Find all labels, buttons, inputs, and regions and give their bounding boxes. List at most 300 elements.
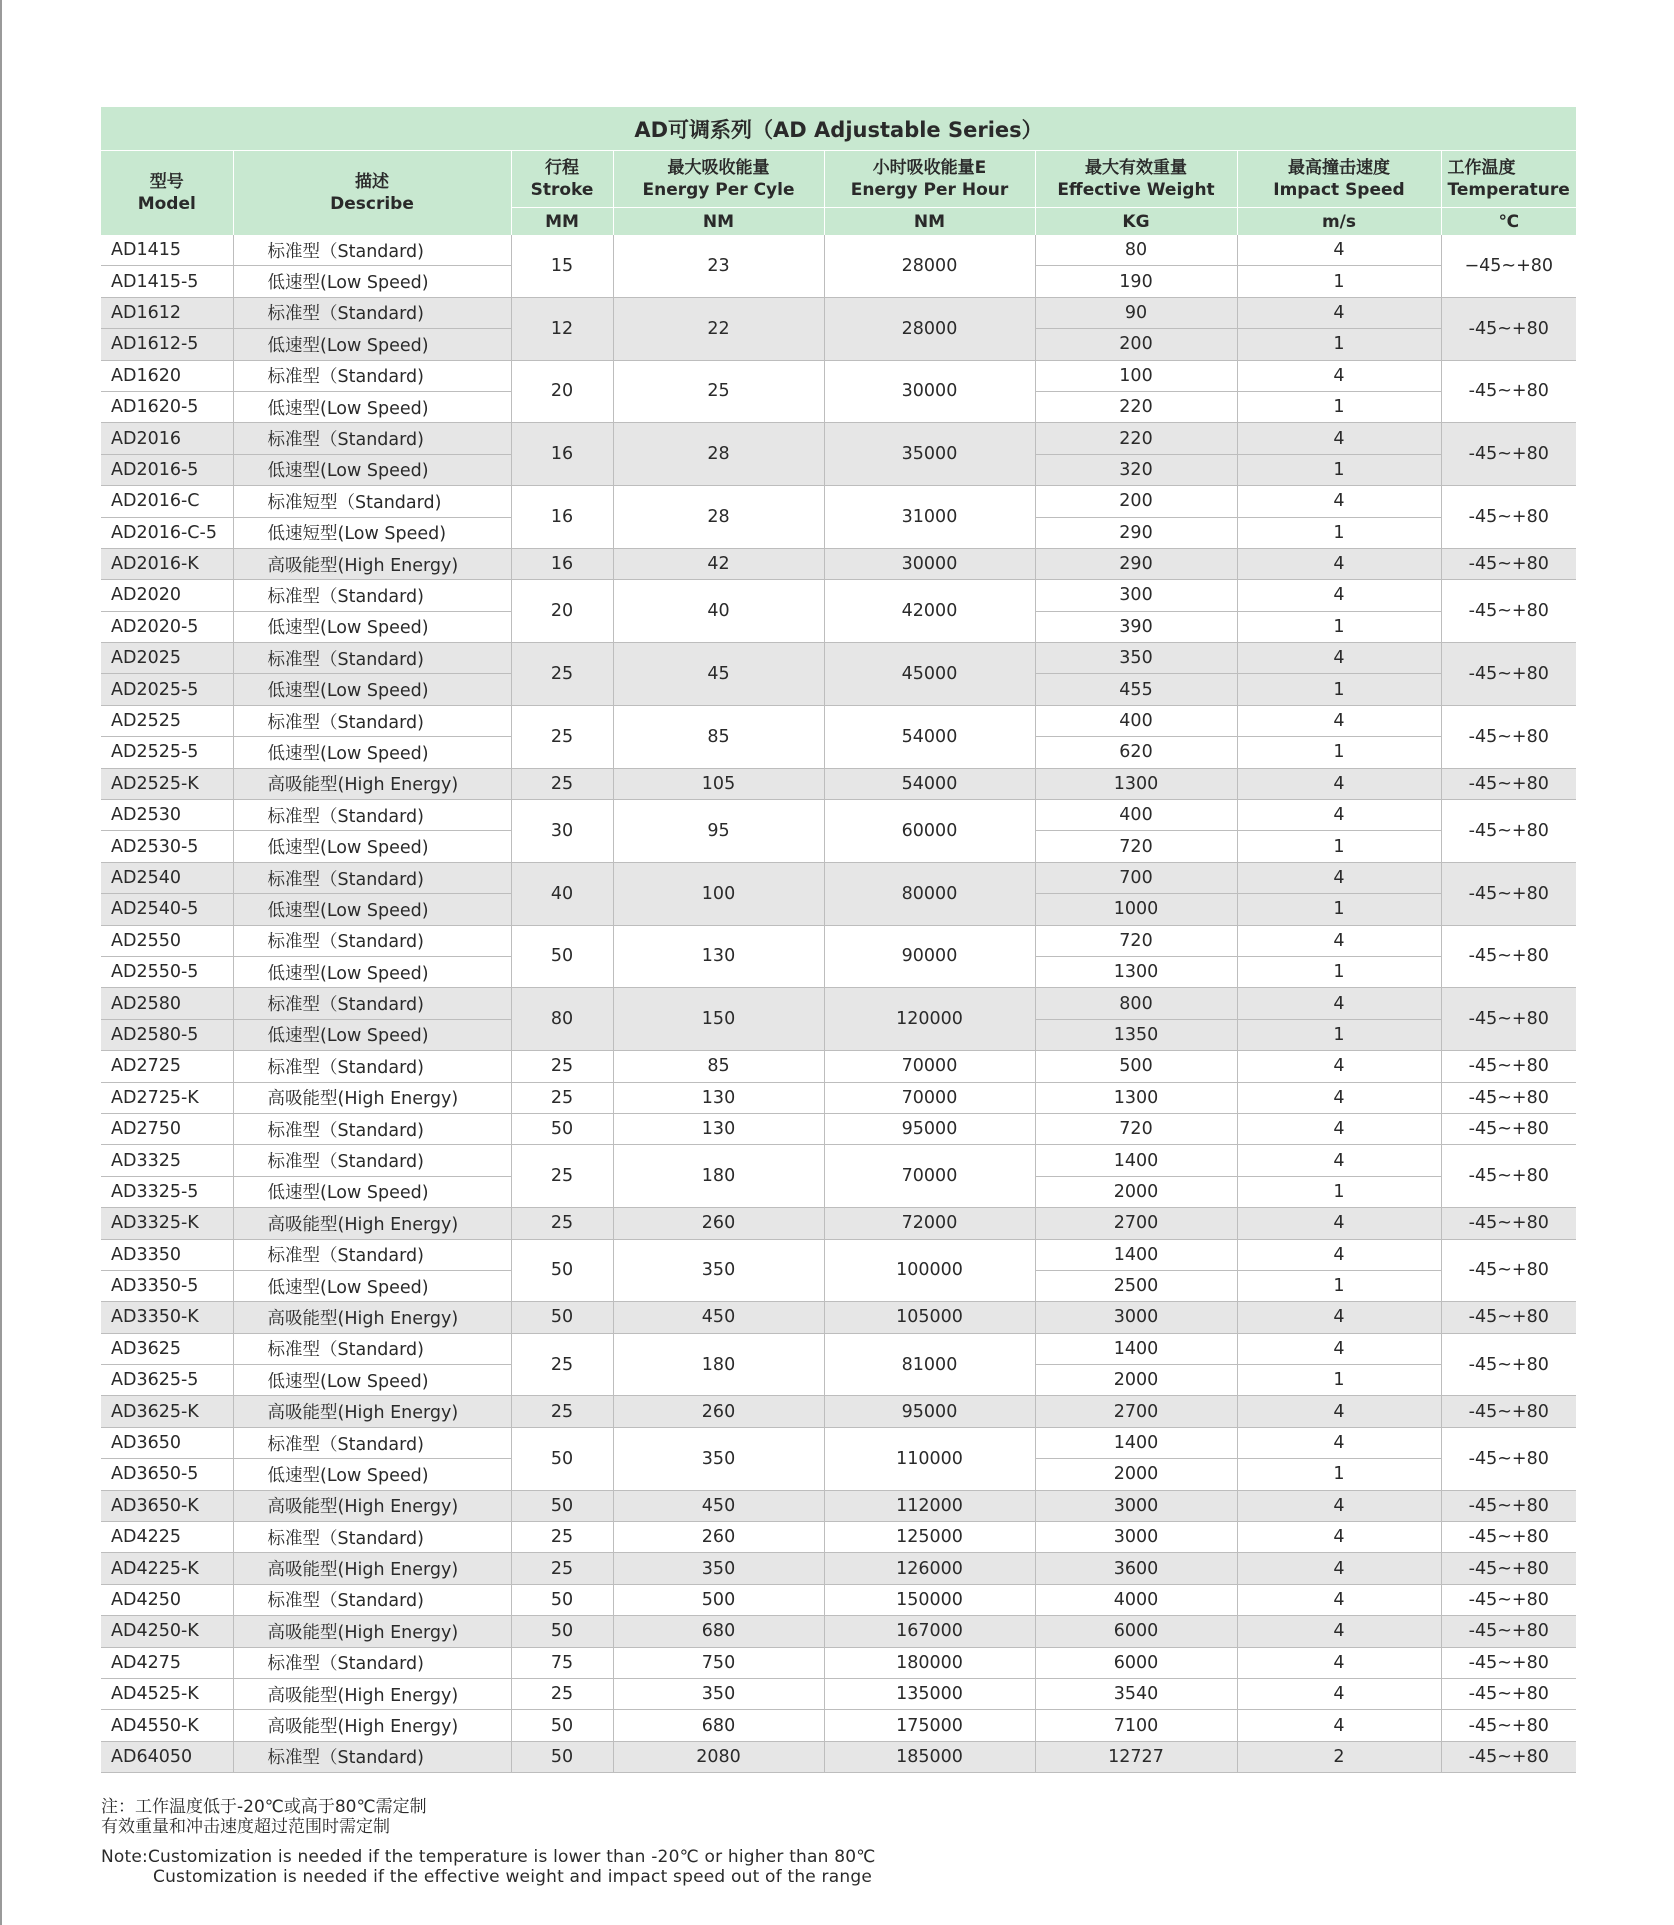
cell-describe: 标准型（Standard): [233, 1522, 511, 1553]
cell-energy-per-cycle: 2080: [613, 1741, 824, 1772]
cell-impact-speed: 1: [1237, 329, 1441, 360]
cell-describe: 高吸能型(High Energy): [233, 1302, 511, 1333]
cell-effective-weight: 4000: [1035, 1584, 1237, 1615]
table-row: [101, 1678, 1576, 1709]
cell-model: AD2020: [101, 580, 233, 611]
cell-stroke: 12: [511, 297, 613, 360]
cell-model: AD3325-5: [101, 1176, 233, 1207]
cell-model: AD2725: [101, 1051, 233, 1082]
cell-temperature: -45~+80: [1441, 360, 1576, 423]
cell-describe: 低速型(Low Speed): [233, 1019, 511, 1050]
header-describe: 描述 Describe: [233, 151, 511, 236]
cell-impact-speed: 4: [1237, 423, 1441, 454]
cell-impact-speed: 4: [1237, 643, 1441, 674]
table-row: [101, 1082, 1576, 1113]
cell-effective-weight: 80: [1035, 235, 1237, 266]
cell-effective-weight: 3000: [1035, 1522, 1237, 1553]
cell-energy-per-cycle: 95: [613, 800, 824, 863]
cell-impact-speed: 4: [1237, 1647, 1441, 1678]
cell-impact-speed: 4: [1237, 768, 1441, 799]
cell-stroke: 50: [511, 925, 613, 988]
cell-temperature: -45~+80: [1441, 486, 1576, 549]
cell-stroke: 25: [511, 1082, 613, 1113]
cell-effective-weight: 3600: [1035, 1553, 1237, 1584]
cell-impact-speed: 1: [1237, 737, 1441, 768]
cell-stroke: 30: [511, 800, 613, 863]
cell-stroke: 20: [511, 360, 613, 423]
table-row: [101, 486, 1576, 517]
cell-describe: 标准型（Standard): [233, 1647, 511, 1678]
cell-describe: 高吸能型(High Energy): [233, 1678, 511, 1709]
table-row: [101, 1710, 1576, 1741]
cell-temperature: -45~+80: [1441, 1239, 1576, 1302]
unit-temperature: ℃: [1441, 208, 1576, 236]
cell-energy-per-hour: 110000: [824, 1427, 1035, 1490]
table-row: [101, 705, 1576, 736]
cell-energy-per-hour: 28000: [824, 235, 1035, 297]
cell-energy-per-hour: 28000: [824, 297, 1035, 360]
cell-effective-weight: 700: [1035, 862, 1237, 893]
cell-effective-weight: 320: [1035, 454, 1237, 485]
cell-temperature: -45~+80: [1441, 1522, 1576, 1553]
cell-energy-per-hour: 150000: [824, 1584, 1035, 1615]
cell-energy-per-cycle: 45: [613, 643, 824, 706]
cell-energy-per-hour: 80000: [824, 862, 1035, 925]
cell-model: AD2725-K: [101, 1082, 233, 1113]
cell-effective-weight: 1400: [1035, 1145, 1237, 1176]
cell-effective-weight: 400: [1035, 800, 1237, 831]
cell-effective-weight: 6000: [1035, 1647, 1237, 1678]
cell-impact-speed: 4: [1237, 1553, 1441, 1584]
cell-impact-speed: 4: [1237, 925, 1441, 956]
spec-table-container: [101, 107, 1576, 1773]
cell-temperature: -45~+80: [1441, 1490, 1576, 1521]
cell-model: AD2016-K: [101, 548, 233, 579]
unit-energy-per-cycle: NM: [613, 208, 824, 236]
cell-effective-weight: 2000: [1035, 1459, 1237, 1490]
cell-model: AD64050: [101, 1741, 233, 1772]
cell-effective-weight: 1350: [1035, 1019, 1237, 1050]
cell-describe: 高吸能型(High Energy): [233, 1208, 511, 1239]
cell-temperature: -45~+80: [1441, 1647, 1576, 1678]
cell-energy-per-cycle: 85: [613, 1051, 824, 1082]
cell-describe: 低速型(Low Speed): [233, 611, 511, 642]
cell-describe: 高吸能型(High Energy): [233, 548, 511, 579]
cell-describe: 低速型(Low Speed): [233, 1459, 511, 1490]
cell-model: AD2580-5: [101, 1019, 233, 1050]
note-en-1: Note:Customization is needed if the temperature is lower than -20℃ or higher than 80℃: [101, 1847, 876, 1867]
cell-temperature: -45~+80: [1441, 1333, 1576, 1396]
cell-energy-per-cycle: 150: [613, 988, 824, 1051]
cell-impact-speed: 1: [1237, 391, 1441, 422]
cell-model: AD2540: [101, 862, 233, 893]
cell-temperature: -45~+80: [1441, 1145, 1576, 1208]
cell-effective-weight: 800: [1035, 988, 1237, 1019]
cell-impact-speed: 4: [1237, 1396, 1441, 1427]
cell-energy-per-cycle: 28: [613, 423, 824, 486]
cell-impact-speed: 4: [1237, 580, 1441, 611]
table-row: [101, 768, 1576, 799]
cell-model: AD4525-K: [101, 1678, 233, 1709]
unit-stroke: MM: [511, 208, 613, 236]
cell-describe: 低速型(Low Speed): [233, 956, 511, 987]
cell-effective-weight: 1400: [1035, 1239, 1237, 1270]
notes: [101, 1797, 1501, 1887]
cell-energy-per-cycle: 450: [613, 1302, 824, 1333]
cell-impact-speed: 1: [1237, 674, 1441, 705]
cell-energy-per-hour: 135000: [824, 1678, 1035, 1709]
cell-model: AD2750: [101, 1113, 233, 1144]
note-en-2: Customization is needed if the effective weight and impact speed out of the range: [153, 1867, 872, 1887]
cell-describe: 高吸能型(High Energy): [233, 1490, 511, 1521]
cell-stroke: 50: [511, 1616, 613, 1647]
cell-stroke: 25: [511, 1333, 613, 1396]
cell-temperature: -45~+80: [1441, 423, 1576, 486]
cell-model: AD1620-5: [101, 391, 233, 422]
table-row: [101, 360, 1576, 391]
cell-model: AD2525: [101, 705, 233, 736]
cell-model: AD4225-K: [101, 1553, 233, 1584]
cell-stroke: 50: [511, 1239, 613, 1302]
cell-effective-weight: 455: [1035, 674, 1237, 705]
cell-stroke: 50: [511, 1741, 613, 1772]
header-stroke: 行程 Stroke: [511, 151, 613, 208]
header-effective-weight: 最大有效重量 Effective Weight: [1035, 151, 1237, 208]
cell-describe: 标准型（Standard): [233, 800, 511, 831]
cell-temperature: -45~+80: [1441, 1208, 1576, 1239]
cell-effective-weight: 720: [1035, 925, 1237, 956]
cell-effective-weight: 2000: [1035, 1365, 1237, 1396]
table-row: [101, 1553, 1576, 1584]
cell-describe: 标准型（Standard): [233, 1145, 511, 1176]
cell-effective-weight: 7100: [1035, 1710, 1237, 1741]
cell-energy-per-hour: 60000: [824, 800, 1035, 863]
cell-model: AD3325-K: [101, 1208, 233, 1239]
cell-temperature: -45~+80: [1441, 925, 1576, 988]
cell-energy-per-cycle: 260: [613, 1396, 824, 1427]
cell-effective-weight: 12727: [1035, 1741, 1237, 1772]
cell-impact-speed: 1: [1237, 1270, 1441, 1301]
cell-stroke: 25: [511, 1522, 613, 1553]
cell-model: AD2530-5: [101, 831, 233, 862]
cell-model: AD2020-5: [101, 611, 233, 642]
table-row: [101, 1208, 1576, 1239]
cell-stroke: 50: [511, 1584, 613, 1615]
table-row: [101, 1741, 1576, 1772]
cell-model: AD2016-C: [101, 486, 233, 517]
cell-model: AD1620: [101, 360, 233, 391]
cell-impact-speed: 4: [1237, 988, 1441, 1019]
cell-model: AD2550-5: [101, 956, 233, 987]
table-row: [101, 1113, 1576, 1144]
cell-model: AD2525-K: [101, 768, 233, 799]
cell-impact-speed: 1: [1237, 517, 1441, 548]
cell-effective-weight: 400: [1035, 705, 1237, 736]
cell-model: AD2550: [101, 925, 233, 956]
cell-energy-per-hour: 45000: [824, 643, 1035, 706]
cell-energy-per-hour: 81000: [824, 1333, 1035, 1396]
cell-temperature: -45~+80: [1441, 643, 1576, 706]
cell-temperature: -45~+80: [1441, 1741, 1576, 1772]
cell-temperature: -45~+80: [1441, 1051, 1576, 1082]
cell-energy-per-cycle: 350: [613, 1553, 824, 1584]
cell-energy-per-hour: 90000: [824, 925, 1035, 988]
cell-impact-speed: 4: [1237, 862, 1441, 893]
left-border: [0, 0, 2, 1925]
cell-model: AD2025: [101, 643, 233, 674]
cell-effective-weight: 220: [1035, 391, 1237, 422]
cell-temperature: -45~+80: [1441, 1710, 1576, 1741]
cell-stroke: 25: [511, 1678, 613, 1709]
cell-effective-weight: 190: [1035, 266, 1237, 297]
cell-model: AD2016-C-5: [101, 517, 233, 548]
cell-describe: 低速短型(Low Speed): [233, 517, 511, 548]
cell-impact-speed: 4: [1237, 1584, 1441, 1615]
cell-model: AD3350-K: [101, 1302, 233, 1333]
cell-effective-weight: 90: [1035, 297, 1237, 328]
cell-describe: 标准型（Standard): [233, 705, 511, 736]
cell-describe: 低速型(Low Speed): [233, 1365, 511, 1396]
cell-describe: 标准型（Standard): [233, 360, 511, 391]
header-energy-per-hour: 小时吸收能量E Energy Per Hour: [824, 151, 1035, 208]
cell-impact-speed: 1: [1237, 1459, 1441, 1490]
cell-energy-per-hour: 70000: [824, 1082, 1035, 1113]
cell-energy-per-hour: 126000: [824, 1553, 1035, 1584]
cell-effective-weight: 290: [1035, 548, 1237, 579]
cell-describe: 低速型(Low Speed): [233, 831, 511, 862]
cell-effective-weight: 390: [1035, 611, 1237, 642]
table-row: [101, 1145, 1576, 1176]
cell-impact-speed: 4: [1237, 486, 1441, 517]
cell-effective-weight: 1300: [1035, 768, 1237, 799]
cell-impact-speed: 1: [1237, 894, 1441, 925]
cell-describe: 标准型（Standard): [233, 1741, 511, 1772]
cell-temperature: -45~+80: [1441, 1616, 1576, 1647]
cell-describe: 低速型(Low Speed): [233, 894, 511, 925]
cell-model: AD1612-5: [101, 329, 233, 360]
cell-describe: 标准型（Standard): [233, 862, 511, 893]
table-row: [101, 1302, 1576, 1333]
table-row: [101, 1584, 1576, 1615]
spec-table: [101, 107, 1576, 1773]
cell-temperature: -45~+80: [1441, 297, 1576, 360]
cell-energy-per-cycle: 180: [613, 1145, 824, 1208]
cell-energy-per-cycle: 130: [613, 1082, 824, 1113]
table-row: [101, 580, 1576, 611]
cell-describe: 标准型（Standard): [233, 643, 511, 674]
unit-impact-speed: m/s: [1237, 208, 1441, 236]
cell-model: AD3350-5: [101, 1270, 233, 1301]
cell-model: AD3650-K: [101, 1490, 233, 1521]
cell-model: AD2525-5: [101, 737, 233, 768]
cell-impact-speed: 4: [1237, 360, 1441, 391]
cell-describe: 低速型(Low Speed): [233, 1270, 511, 1301]
cell-effective-weight: 6000: [1035, 1616, 1237, 1647]
cell-effective-weight: 300: [1035, 580, 1237, 611]
note-cn-1: 注：工作温度低于-20℃或高于80℃需定制: [101, 1797, 427, 1817]
cell-describe: 标准型（Standard): [233, 1113, 511, 1144]
table-row: [101, 988, 1576, 1019]
note-cn-2: 有效重量和冲击速度超过范围时需定制: [101, 1817, 390, 1837]
cell-describe: 标准型（Standard): [233, 1584, 511, 1615]
cell-stroke: 75: [511, 1647, 613, 1678]
cell-energy-per-cycle: 22: [613, 297, 824, 360]
cell-energy-per-cycle: 260: [613, 1522, 824, 1553]
cell-energy-per-cycle: 105: [613, 768, 824, 799]
cell-energy-per-cycle: 260: [613, 1208, 824, 1239]
cell-describe: 低速型(Low Speed): [233, 266, 511, 297]
table-row: [101, 800, 1576, 831]
cell-impact-speed: 1: [1237, 956, 1441, 987]
cell-energy-per-hour: 95000: [824, 1396, 1035, 1427]
cell-energy-per-cycle: 180: [613, 1333, 824, 1396]
cell-stroke: 25: [511, 705, 613, 768]
cell-energy-per-hour: 70000: [824, 1051, 1035, 1082]
cell-effective-weight: 500: [1035, 1051, 1237, 1082]
cell-impact-speed: 4: [1237, 1490, 1441, 1521]
cell-describe: 标准型（Standard): [233, 580, 511, 611]
cell-effective-weight: 1300: [1035, 956, 1237, 987]
cell-describe: 低速型(Low Speed): [233, 1176, 511, 1207]
cell-impact-speed: 4: [1237, 705, 1441, 736]
cell-model: AD3625-K: [101, 1396, 233, 1427]
cell-temperature: -45~+80: [1441, 1427, 1576, 1490]
cell-model: AD2540-5: [101, 894, 233, 925]
cell-model: AD4250-K: [101, 1616, 233, 1647]
cell-impact-speed: 2: [1237, 1741, 1441, 1772]
cell-energy-per-cycle: 750: [613, 1647, 824, 1678]
table-row: [101, 1522, 1576, 1553]
cell-stroke: 50: [511, 1710, 613, 1741]
cell-impact-speed: 4: [1237, 1678, 1441, 1709]
cell-model: AD4550-K: [101, 1710, 233, 1741]
cell-energy-per-cycle: 42: [613, 548, 824, 579]
cell-energy-per-cycle: 23: [613, 235, 824, 297]
table-row: [101, 423, 1576, 454]
table-row: [101, 548, 1576, 579]
cell-describe: 标准短型（Standard): [233, 486, 511, 517]
table-row: [101, 1051, 1576, 1082]
cell-energy-per-hour: 30000: [824, 548, 1035, 579]
cell-temperature: −45~+80: [1441, 235, 1576, 297]
cell-energy-per-hour: 72000: [824, 1208, 1035, 1239]
cell-model: AD3325: [101, 1145, 233, 1176]
cell-energy-per-hour: 42000: [824, 580, 1035, 643]
cell-temperature: -45~+80: [1441, 800, 1576, 863]
table-row: [101, 1647, 1576, 1678]
cell-describe: 高吸能型(High Energy): [233, 1553, 511, 1584]
cell-energy-per-cycle: 350: [613, 1239, 824, 1302]
cell-effective-weight: 3000: [1035, 1302, 1237, 1333]
cell-model: AD2016: [101, 423, 233, 454]
cell-temperature: -45~+80: [1441, 1678, 1576, 1709]
cell-effective-weight: 620: [1035, 737, 1237, 768]
cell-stroke: 25: [511, 1396, 613, 1427]
cell-describe: 高吸能型(High Energy): [233, 1396, 511, 1427]
cell-describe: 低速型(Low Speed): [233, 737, 511, 768]
cell-impact-speed: 4: [1237, 1522, 1441, 1553]
cell-impact-speed: 1: [1237, 611, 1441, 642]
cell-stroke: 25: [511, 643, 613, 706]
table-row: [101, 1427, 1576, 1458]
cell-impact-speed: 4: [1237, 1616, 1441, 1647]
cell-model: AD3650: [101, 1427, 233, 1458]
cell-describe: 标准型（Standard): [233, 1239, 511, 1270]
cell-model: AD2580: [101, 988, 233, 1019]
cell-energy-per-cycle: 350: [613, 1427, 824, 1490]
cell-model: AD2025-5: [101, 674, 233, 705]
cell-describe: 高吸能型(High Energy): [233, 1082, 511, 1113]
header-temperature: 工作温度 Temperature: [1441, 151, 1576, 208]
cell-impact-speed: 1: [1237, 831, 1441, 862]
cell-impact-speed: 4: [1237, 297, 1441, 328]
cell-impact-speed: 4: [1237, 1145, 1441, 1176]
cell-describe: 高吸能型(High Energy): [233, 1616, 511, 1647]
cell-describe: 低速型(Low Speed): [233, 454, 511, 485]
cell-model: AD2016-5: [101, 454, 233, 485]
cell-impact-speed: 4: [1237, 1208, 1441, 1239]
cell-describe: 标准型（Standard): [233, 235, 511, 266]
cell-impact-speed: 1: [1237, 1365, 1441, 1396]
cell-temperature: -45~+80: [1441, 1082, 1576, 1113]
cell-model: AD3650-5: [101, 1459, 233, 1490]
cell-impact-speed: 4: [1237, 1427, 1441, 1458]
cell-impact-speed: 4: [1237, 548, 1441, 579]
cell-impact-speed: 1: [1237, 1019, 1441, 1050]
cell-energy-per-cycle: 25: [613, 360, 824, 423]
cell-energy-per-cycle: 85: [613, 705, 824, 768]
cell-energy-per-hour: 185000: [824, 1741, 1035, 1772]
cell-energy-per-hour: 125000: [824, 1522, 1035, 1553]
cell-effective-weight: 2500: [1035, 1270, 1237, 1301]
cell-describe: 标准型（Standard): [233, 925, 511, 956]
cell-stroke: 80: [511, 988, 613, 1051]
table-row: [101, 862, 1576, 893]
cell-effective-weight: 1300: [1035, 1082, 1237, 1113]
table-row: [101, 1616, 1576, 1647]
cell-model: AD3625-5: [101, 1365, 233, 1396]
cell-temperature: -45~+80: [1441, 988, 1576, 1051]
cell-impact-speed: 4: [1237, 1302, 1441, 1333]
table-row: [101, 297, 1576, 328]
cell-model: AD4225: [101, 1522, 233, 1553]
cell-energy-per-hour: 112000: [824, 1490, 1035, 1521]
cell-describe: 标准型（Standard): [233, 423, 511, 454]
cell-energy-per-cycle: 450: [613, 1490, 824, 1521]
cell-energy-per-cycle: 130: [613, 925, 824, 988]
cell-stroke: 25: [511, 1208, 613, 1239]
cell-energy-per-cycle: 680: [613, 1616, 824, 1647]
cell-model: AD3625: [101, 1333, 233, 1364]
cell-energy-per-cycle: 40: [613, 580, 824, 643]
table-row: [101, 1239, 1576, 1270]
cell-energy-per-hour: 180000: [824, 1647, 1035, 1678]
table-row: [101, 925, 1576, 956]
cell-stroke: 25: [511, 1051, 613, 1082]
cell-temperature: -45~+80: [1441, 580, 1576, 643]
cell-describe: 标准型（Standard): [233, 988, 511, 1019]
cell-energy-per-hour: 100000: [824, 1239, 1035, 1302]
cell-temperature: -45~+80: [1441, 1553, 1576, 1584]
cell-stroke: 16: [511, 548, 613, 579]
cell-model: AD4250: [101, 1584, 233, 1615]
cell-energy-per-hour: 167000: [824, 1616, 1035, 1647]
cell-energy-per-hour: 175000: [824, 1710, 1035, 1741]
cell-temperature: -45~+80: [1441, 1584, 1576, 1615]
header-impact-speed: 最高撞击速度 Impact Speed: [1237, 151, 1441, 208]
cell-impact-speed: 4: [1237, 1082, 1441, 1113]
cell-effective-weight: 720: [1035, 1113, 1237, 1144]
